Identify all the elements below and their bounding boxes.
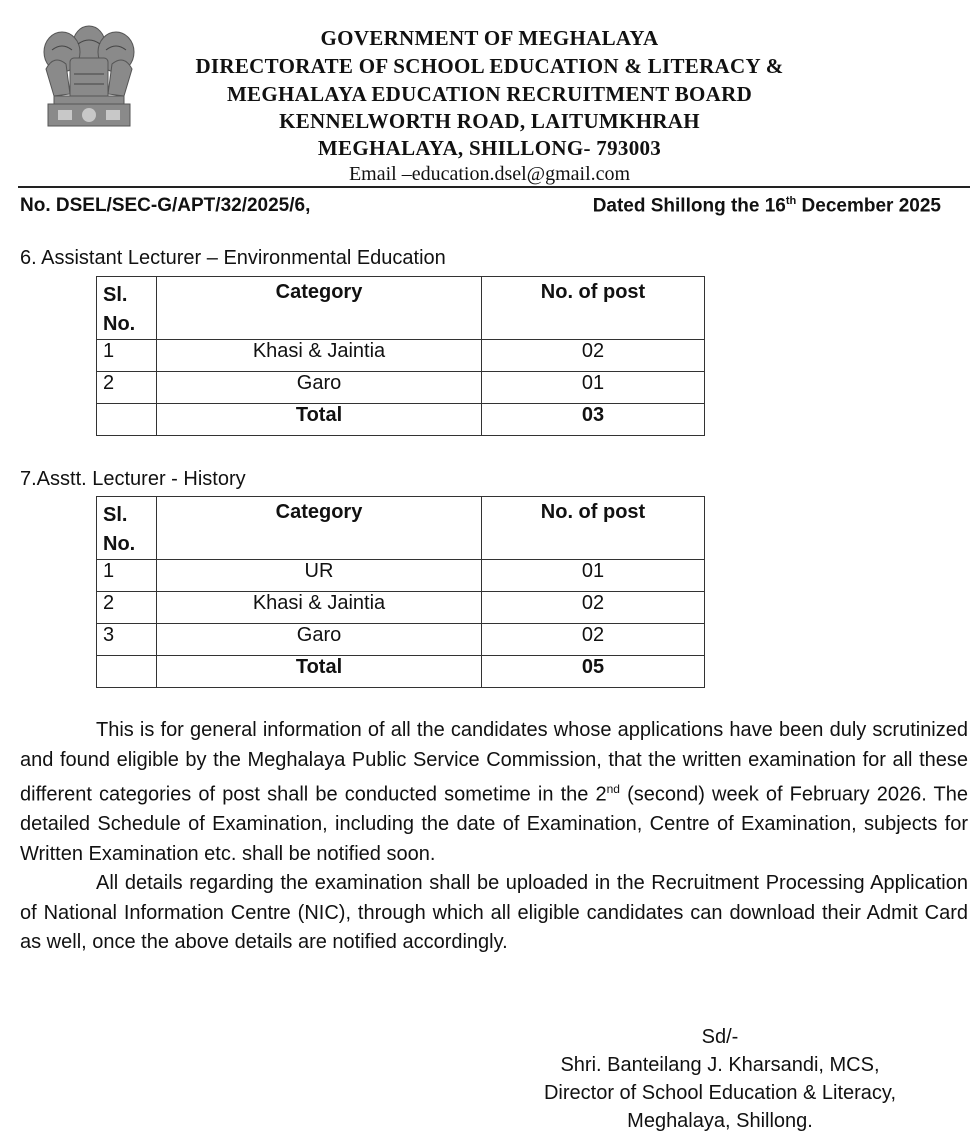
header-sl-no: Sl. No. [97,497,157,560]
cell-category: Khasi & Jaintia [157,592,482,624]
cell-category: Garo [157,624,482,656]
cell-posts: 01 [482,560,705,592]
table-row [97,560,705,592]
header-board: MEGHALAYA EDUCATION RECRUITMENT BOARD [226,82,753,106]
signatory-place: Meghalaya, Shillong. [627,1110,813,1132]
cell-category: UR [157,560,482,592]
signature-block [480,1023,960,1135]
cell-sl: 2 [97,592,157,624]
posts-table [96,496,705,688]
paragraph-general-information: This is for general information of all the candidates whose applications have been duly scrutinized and found eligible by the Meghalaya Public Service Commission, that the written examination for all these different categories of post shall be conducted sometime in the 2nd (second) week of February 2026. The detailed Schedule of Examination, including the date of Examination, Centre of Examination, subjects for Written Examination etc. shall be notified soon. [20,719,969,865]
table-header-row [97,497,705,560]
header-email: Email –education.dsel@gmail.com [348,163,631,185]
table-row [97,372,705,404]
signatory-name: Shri. Banteilang J. Kharsandi, MCS, [560,1054,880,1076]
signature-sd: Sd/- [701,1026,739,1048]
cell-sl: 1 [97,340,157,372]
cell-total-label: Total [157,404,482,436]
table-header-row [97,277,705,340]
header-divider [18,186,970,188]
cell-sl: 2 [97,372,157,404]
section-title: 7.Asstt. Lecturer - History [20,468,246,490]
cell-posts: 02 [482,624,705,656]
header-government: GOVERNMENT OF MEGHALAYA [320,26,659,50]
header-category: Category [157,497,482,560]
dated-sup: th [785,195,797,207]
table-row [97,340,705,372]
signatory-designation: Director of School Education & Literacy, [543,1082,897,1104]
table-row [97,592,705,624]
cell-category: Garo [157,372,482,404]
paragraph-admit-card: All details regarding the examination shall be uploaded in the Recruitment Processing Application of National Information Centre (NIC), through which all eligible candidates can download their Admit Card as well, once the above details are notified accordingly. [20,872,968,954]
cell-posts: 01 [482,372,705,404]
body-text [20,716,968,958]
table-row [97,624,705,656]
header-no-of-post: No. of post [482,497,705,560]
header-city: MEGHALAYA, SHILLONG- 793003 [317,136,662,160]
header-road: KENNELWORTH ROAD, LAITUMKHRAH [279,109,700,133]
cell-total-label: Total [157,656,482,688]
cell-empty [97,656,157,688]
table-total-row [97,404,705,436]
cell-total-posts: 03 [482,404,705,436]
cell-sl: 3 [97,624,157,656]
header-category: Category [157,277,482,340]
header-directorate: DIRECTORATE OF SCHOOL EDUCATION & LITERACY & [195,54,784,78]
dated-suffix: December 2025 [796,195,941,217]
dated-prefix: Dated Shillong the 16 [592,195,786,217]
cell-empty [97,404,157,436]
section-title: 6. Assistant Lecturer – Environmental Education [20,247,446,269]
posts-table [96,276,705,436]
cell-category: Khasi & Jaintia [157,340,482,372]
header-sl-no: Sl. No. [97,277,157,340]
table-total-row [97,656,705,688]
reference-number: No. DSEL/SEC-G/APT/32/2025/6, [20,195,311,216]
cell-posts: 02 [482,592,705,624]
cell-posts: 02 [482,340,705,372]
dated-line [593,195,941,217]
cell-total-posts: 05 [482,656,705,688]
header-no-of-post: No. of post [482,277,705,340]
cell-sl: 1 [97,560,157,592]
